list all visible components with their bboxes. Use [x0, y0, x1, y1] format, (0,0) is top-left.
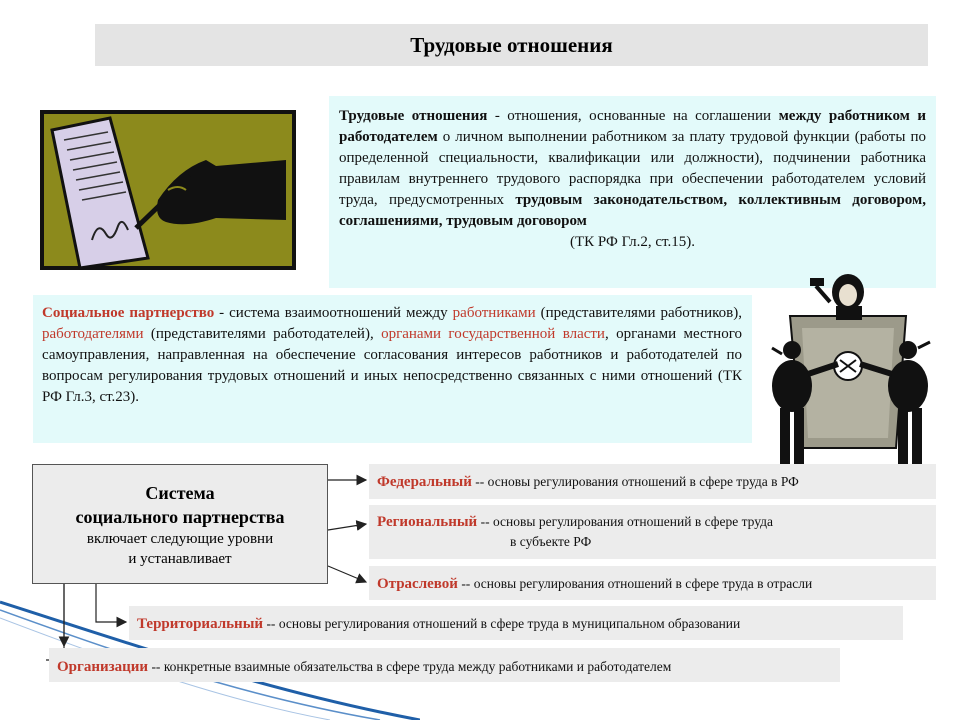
level-regional-desc-2: в субъекте РФ — [510, 534, 592, 549]
sp-text-3: (представителями работодателей), — [143, 326, 382, 342]
sp-text-1: - система взаимоотношений между — [214, 305, 453, 321]
definition-bold-2: трудовым законодательством, коллективным договором, соглашениями, трудовым договором — [339, 192, 926, 229]
definition-bold-1: между работником и работодателем — [339, 108, 926, 145]
sp-term: Социальное партнерство — [42, 305, 215, 321]
level-federal — [369, 464, 936, 499]
sp-text-4: , органами местного самоуправления, направленная на обеспечение согласования интересов работников и работодателей по вопросам регулирования трудовых отношений и иных непосредственно связанных с ними отношений (ТК РФ Гл.3, ст.23). — [42, 326, 742, 405]
level-sectoral — [369, 566, 936, 600]
level-territorial — [129, 606, 903, 640]
level-sectoral-sep: -- — [457, 576, 474, 591]
sp-employers: работодателями — [42, 326, 144, 342]
level-territorial-sep: -- — [263, 616, 279, 631]
definition-text-1: - отношения, основанные на соглашении — [487, 108, 779, 124]
signing-document-illustration — [40, 110, 296, 270]
system-line-4: и устанавливает — [128, 551, 232, 567]
level-sectoral-name: Отраслевой — [377, 576, 458, 592]
system-line-2: социального партнерства — [75, 507, 285, 527]
level-federal-sep: -- — [471, 474, 488, 489]
sp-government: органами государственной власти — [381, 326, 605, 342]
level-regional-sep: -- — [477, 514, 493, 529]
negotiation-illustration — [768, 268, 938, 468]
definition-reference: (ТК РФ Гл.2, ст.15). — [570, 234, 695, 250]
social-partnership-definition — [33, 295, 752, 443]
system-line-1: Система — [145, 483, 215, 503]
definition-term: Трудовые отношения — [339, 108, 488, 124]
level-organization-desc: конкретные взаимные обязательства в сфере труда между работниками и работодателем — [163, 659, 672, 674]
level-territorial-name: Территориальный — [137, 616, 264, 632]
level-organization-sep: -- — [148, 659, 164, 674]
level-organization-name: Организации — [57, 659, 149, 675]
level-federal-name: Федеральный — [377, 474, 472, 490]
page-title: Трудовые отношения — [410, 32, 613, 57]
level-regional-name: Региональный — [377, 514, 478, 530]
level-sectoral-desc: основы регулирования отношений в сфере труда в отрасли — [473, 576, 813, 591]
definition-text-2: о личном выполнении работником за плату трудовой функции (работы по определенной специальности, квалификации или должности), подчинении работника правилам внутреннего трудового распорядка при обеспечении работодателем условий труда, предусмотренных — [339, 129, 926, 208]
level-organization — [49, 648, 840, 682]
level-territorial-desc: основы регулирования отношений в сфере труда в муниципальном образовании — [278, 616, 741, 631]
level-federal-desc: основы регулирования отношений в сфере труда в РФ — [487, 474, 799, 489]
title-bar — [95, 24, 928, 66]
labor-relations-definition — [329, 96, 936, 288]
system-line-3: включает следующие уровни — [86, 531, 274, 547]
sp-workers: работниками — [452, 305, 536, 321]
level-regional-desc: основы регулирования отношений в сфере труда — [492, 514, 773, 529]
partnership-system-box — [32, 464, 328, 584]
level-regional — [369, 505, 936, 559]
sp-text-2: (представителями работников), — [535, 305, 742, 321]
